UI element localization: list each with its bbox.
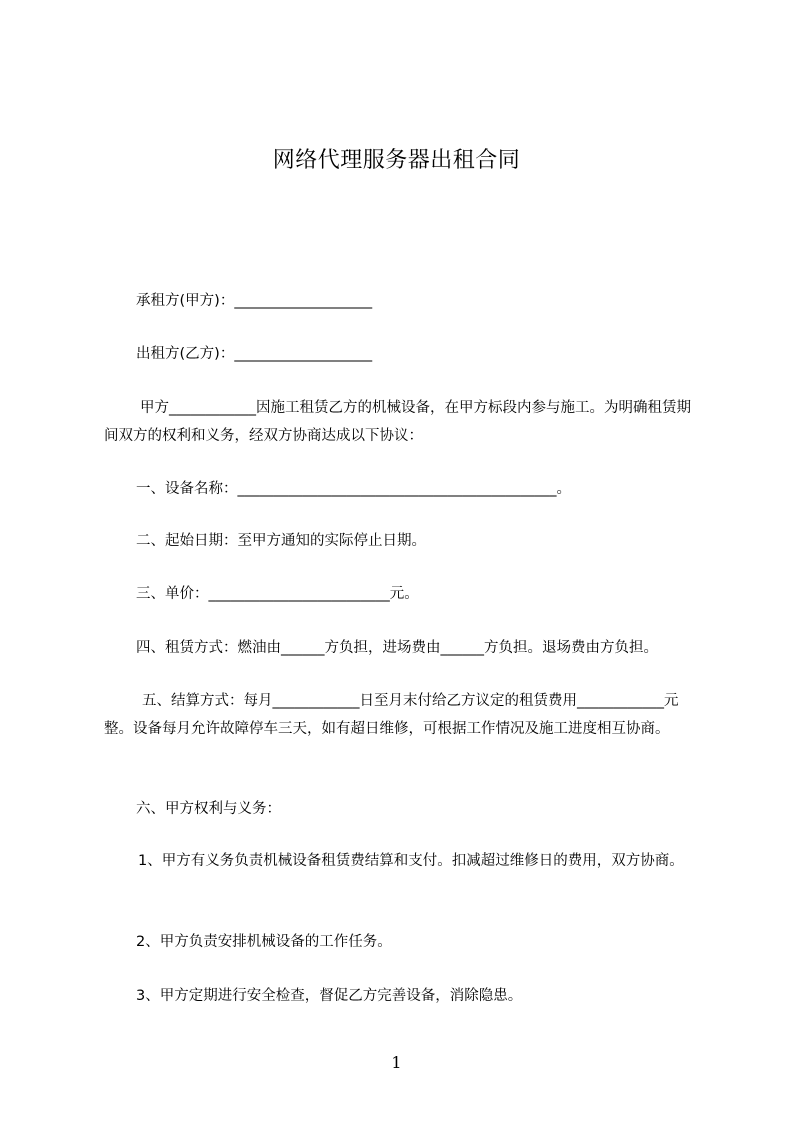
page-number: 1 [391, 1053, 402, 1072]
clause-lease-method: 四、租赁方式：燃油由______方负担，进场费由______方负担。退场费由方负担。 [136, 640, 658, 656]
clause-unit-price: 三、单价：_________________________元。 [136, 586, 419, 602]
clause-start-date: 二、起始日期：至甲方通知的实际停止日期。 [136, 533, 426, 549]
lessee-line: 承租方(甲方)：___________________ [136, 293, 373, 309]
clause-equipment-name: 一、设备名称：____________________________________________。 [136, 481, 571, 497]
clause-party-a-rights: 六、甲方权利与义务： [136, 801, 281, 817]
intro-paragraph: 甲方____________因施工租赁乙方的机械设备，在甲方标段内参与施工。为明确租赁期间双方的权利和义务，经双方协商达成以下协议： [104, 400, 691, 444]
clause-settlement: 五、结算方式：每月____________日至月末付给乙方议定的租赁费用____________元整。设备每月允许故障停车三天，如有超日维修，可根据工作情况及施工进度相互协商。 [104, 693, 679, 737]
list-item: 3、甲方定期进行安全检查，督促乙方完善设备，消除隐患。 [136, 988, 523, 1004]
list-item: 2、甲方负责安排机械设备的工作任务。 [136, 934, 392, 950]
lessor-line: 出租方(乙方)：___________________ [136, 346, 373, 362]
list-item: 1、甲方有义务负责机械设备租赁费结算和支付。扣减超过维修日的费用，双方协商。 [138, 853, 684, 869]
page-title: 网络代理服务器出租合同 [272, 148, 521, 173]
